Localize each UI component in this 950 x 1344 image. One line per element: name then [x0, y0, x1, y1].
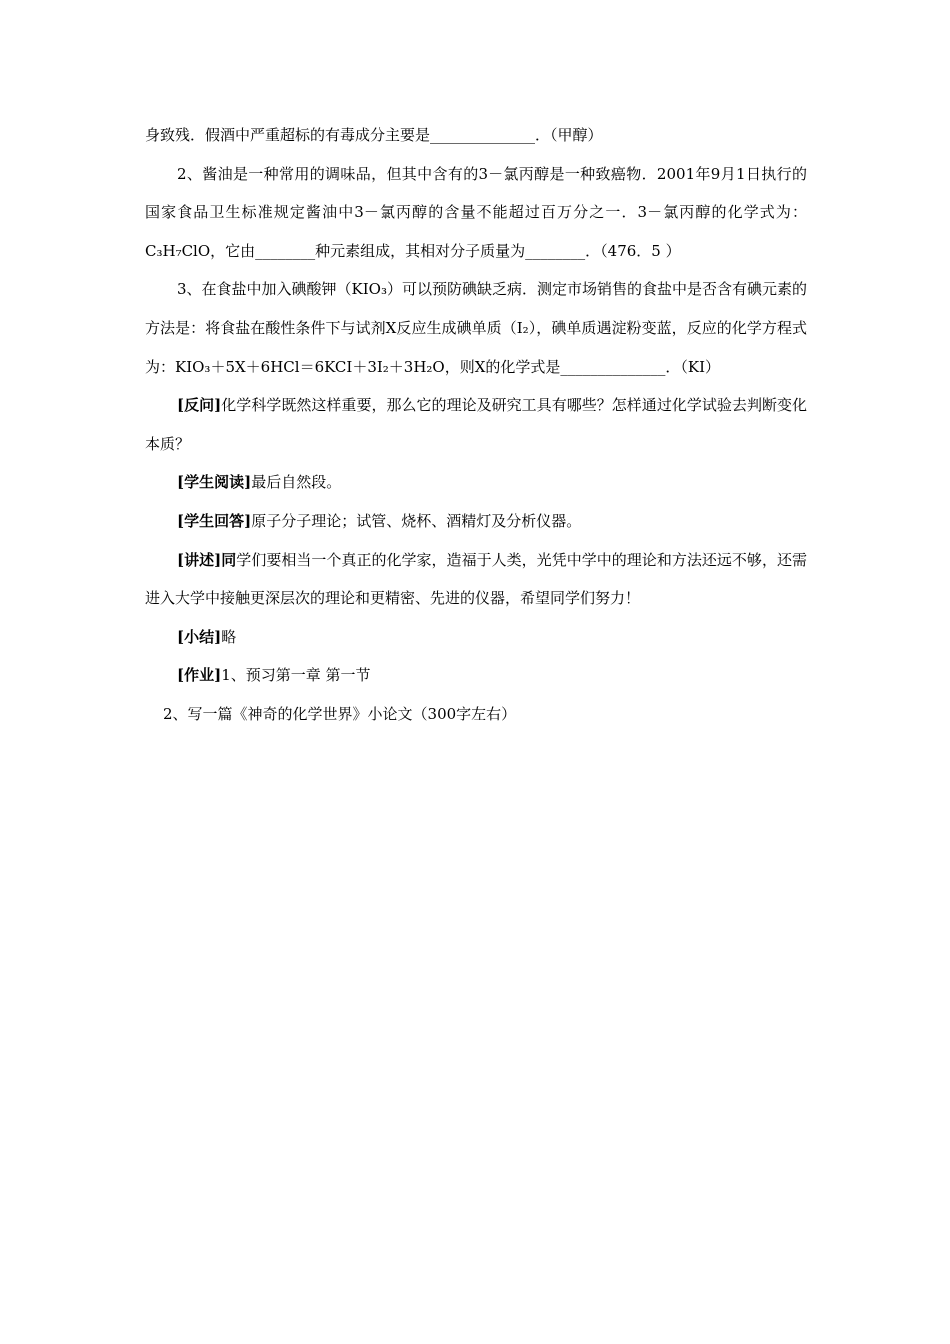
paragraph-lecture — [145, 541, 807, 618]
paragraph-text: 化学科学既然这样重要，那么它的理论及研究工具有哪些？怎样通过化学试验去判断变化本质？ — [145, 396, 807, 453]
section-label: [反问] — [177, 396, 222, 415]
paragraph-fake-liquor — [145, 116, 807, 155]
paragraph-homework — [145, 656, 807, 695]
paragraph-rhetorical-question — [145, 386, 807, 463]
paragraph-text: 2、酱油是一种常用的调味品，但其中含有的3－氯丙醇是一种致癌物．2001年9月1日执行的国家食品卫生标准规定酱油中3－氯丙醇的含量不能超过百万分之一．3－氯丙醇的化学式为：C₃H₇ClO，它由________种元素组成，其相对分子质量为________．（476．5 ） — [145, 164, 807, 260]
paragraph-homework-2 — [163, 695, 807, 734]
paragraph-text: 略 — [221, 627, 237, 646]
paragraph-question-2 — [145, 155, 807, 271]
paragraph-text: 身致残．假酒中严重超标的有毒成分主要是______________．（甲醇） — [145, 126, 603, 144]
paragraph-text: 原子分子理论；试管、烧杯、酒精灯及分析仪器。 — [251, 511, 582, 530]
section-label: [学生回答] — [177, 511, 252, 530]
paragraph-text: 学们要相当一个真正的化学家，造福于人类，光凭中学中的理论和方法还远不够，还需进入大学中接触更深层次的理论和更精密、先进的仪器，希望同学们努力！ — [145, 550, 807, 608]
paragraph-text: 1、预习第一章 第一节 — [221, 666, 371, 685]
paragraph-text: 最后自然段。 — [251, 473, 342, 492]
paragraph-student-reading — [145, 463, 807, 502]
section-label: [小结] — [177, 627, 222, 646]
paragraph-student-answer — [145, 502, 807, 541]
paragraph-text: 2、写一篇《神奇的化学世界》小论文（300字左右） — [163, 704, 517, 723]
document-body — [145, 116, 807, 734]
paragraph-summary — [145, 618, 807, 657]
section-label: [作业] — [177, 666, 222, 685]
section-label: [讲述]同 — [177, 550, 237, 569]
paragraph-text: 3、在食盐中加入碘酸钾（KIO₃）可以预防碘缺乏病．测定市场销售的食盐中是否含有碘元素的方法是：将食盐在酸性条件下与试剂X反应生成碘单质（I₂），碘单质遇淀粉变蓝，反应的化学方程式为：KIO₃＋5X＋6HCl＝6KCI＋3I₂＋3H₂O，则X的化学式是______________．（KI） — [145, 280, 807, 376]
section-label: [学生阅读] — [177, 473, 252, 492]
paragraph-question-3 — [145, 270, 807, 386]
